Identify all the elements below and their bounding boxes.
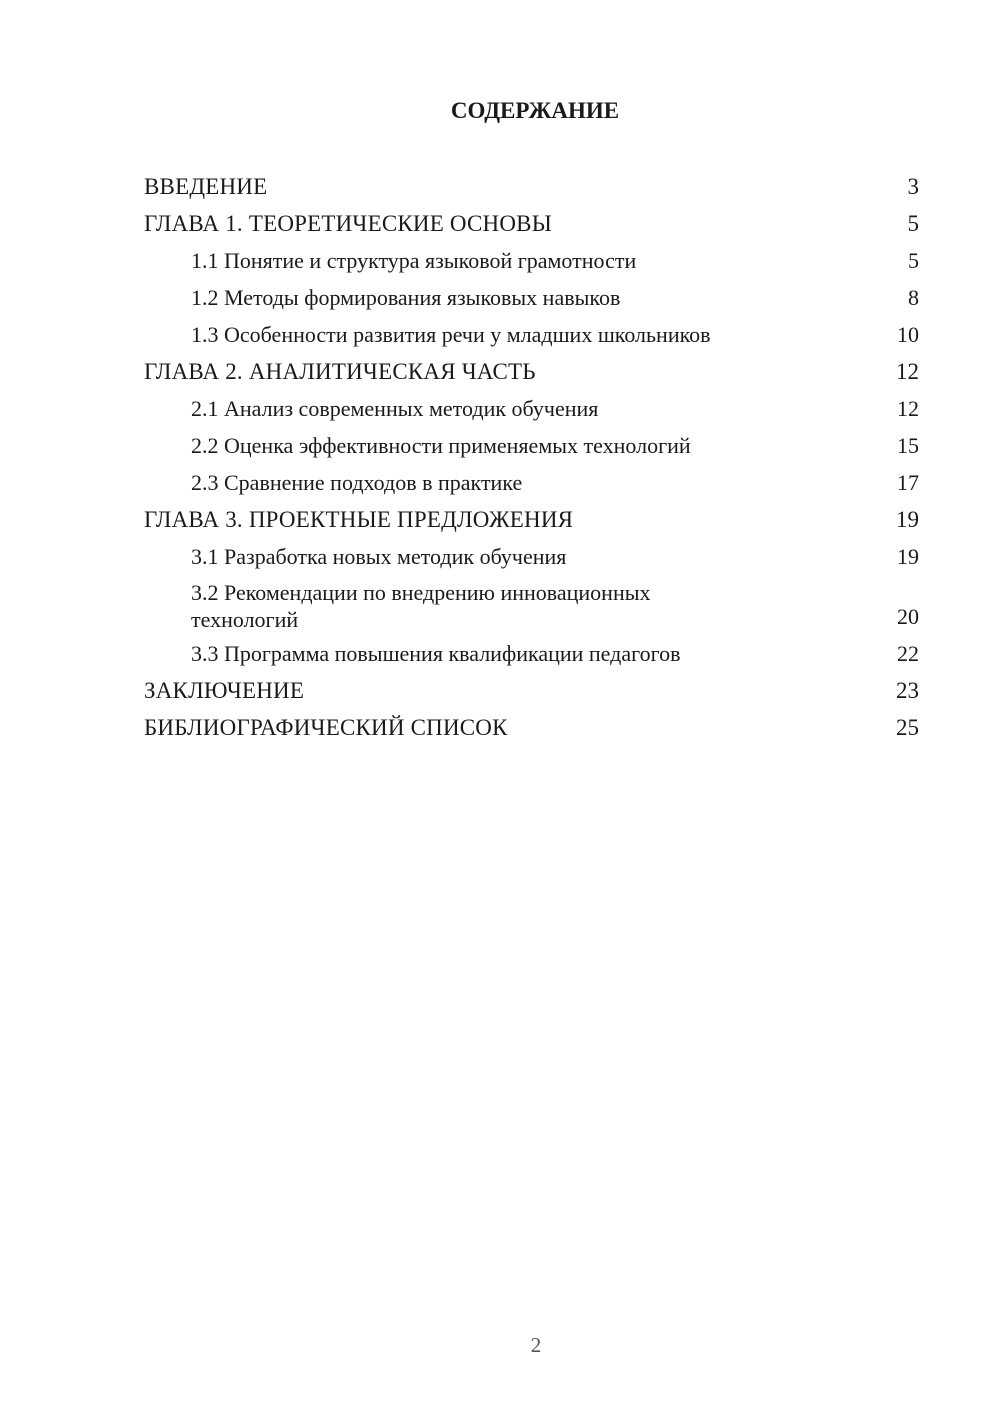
toc-entry-conclusion[interactable] xyxy=(144,672,919,709)
toc-entry-chapter-3[interactable] xyxy=(144,501,919,538)
toc-entry-section-3-2[interactable] xyxy=(144,575,919,635)
toc-entry-label: 1.1 Понятие и структура языковой грамотности xyxy=(191,248,637,273)
toc-entry-label: 3.3 Программа повышения квалификации педагогов xyxy=(191,641,681,666)
toc-entry-page: 19 xyxy=(897,544,919,569)
toc-entry-page: 5 xyxy=(907,211,919,236)
toc-entry-label: 1.2 Методы формирования языковых навыков xyxy=(191,285,621,310)
toc-entry-bibliography[interactable] xyxy=(144,709,919,746)
toc-entry-label: ЗАКЛЮЧЕНИЕ xyxy=(144,678,305,703)
toc-entry-section-1-3[interactable] xyxy=(144,316,919,353)
page-title: СОДЕРЖАНИЕ xyxy=(450,98,620,123)
toc-entry-page: 12 xyxy=(896,359,919,384)
toc-entry-label: 2.1 Анализ современных методик обучения xyxy=(191,396,599,421)
toc-entry-section-2-2[interactable] xyxy=(144,427,919,464)
toc-entry-page: 22 xyxy=(897,641,919,666)
toc-entry-label: 3.1 Разработка новых методик обучения xyxy=(191,544,567,569)
page-number: 2 xyxy=(530,1333,542,1357)
toc-entry-label: ГЛАВА 2. АНАЛИТИЧЕСКАЯ ЧАСТЬ xyxy=(144,359,536,384)
toc-entry-section-2-1[interactable] xyxy=(144,390,919,427)
toc-entry-label: ГЛАВА 3. ПРОЕКТНЫЕ ПРЕДЛОЖЕНИЯ xyxy=(144,507,574,532)
toc-entry-section-2-3[interactable] xyxy=(144,464,919,501)
toc-entry-chapter-1[interactable] xyxy=(144,205,919,242)
toc-entry-page: 8 xyxy=(908,285,919,310)
toc-entry-page: 19 xyxy=(896,507,919,532)
toc-entry-page: 23 xyxy=(896,678,919,703)
toc-entry-label: БИБЛИОГРАФИЧЕСКИЙ СПИСОК xyxy=(144,715,508,740)
toc-entry-page: 20 xyxy=(897,604,919,629)
toc-entry-page: 3 xyxy=(907,174,919,199)
toc-entry-page: 5 xyxy=(908,248,919,273)
toc-entry-section-1-1[interactable] xyxy=(144,242,919,279)
toc-entry-section-1-2[interactable] xyxy=(144,279,919,316)
toc-entry-label: 3.2 Рекомендации по внедрению инновационных технологий xyxy=(191,580,651,632)
toc-entry-label: 1.3 Особенности развития речи у младших школьников xyxy=(191,322,711,347)
toc-entry-page: 17 xyxy=(897,470,919,495)
toc-entry-chapter-2[interactable] xyxy=(144,353,919,390)
toc-entry-page: 10 xyxy=(897,322,919,347)
toc-entry-section-3-1[interactable] xyxy=(144,538,919,575)
table-of-contents xyxy=(144,168,919,746)
toc-entry-page: 12 xyxy=(897,396,919,421)
toc-entry-label: ВВЕДЕНИЕ xyxy=(144,174,268,199)
toc-entry-introduction[interactable] xyxy=(144,168,919,205)
toc-entry-label: 2.2 Оценка эффективности применяемых технологий xyxy=(191,433,691,458)
toc-entry-section-3-3[interactable] xyxy=(144,635,919,672)
toc-entry-label: 2.3 Сравнение подходов в практике xyxy=(191,470,523,495)
toc-entry-label: ГЛАВА 1. ТЕОРЕТИЧЕСКИЕ ОСНОВЫ xyxy=(144,211,552,236)
toc-entry-page: 25 xyxy=(896,715,919,740)
toc-entry-page: 15 xyxy=(897,433,919,458)
